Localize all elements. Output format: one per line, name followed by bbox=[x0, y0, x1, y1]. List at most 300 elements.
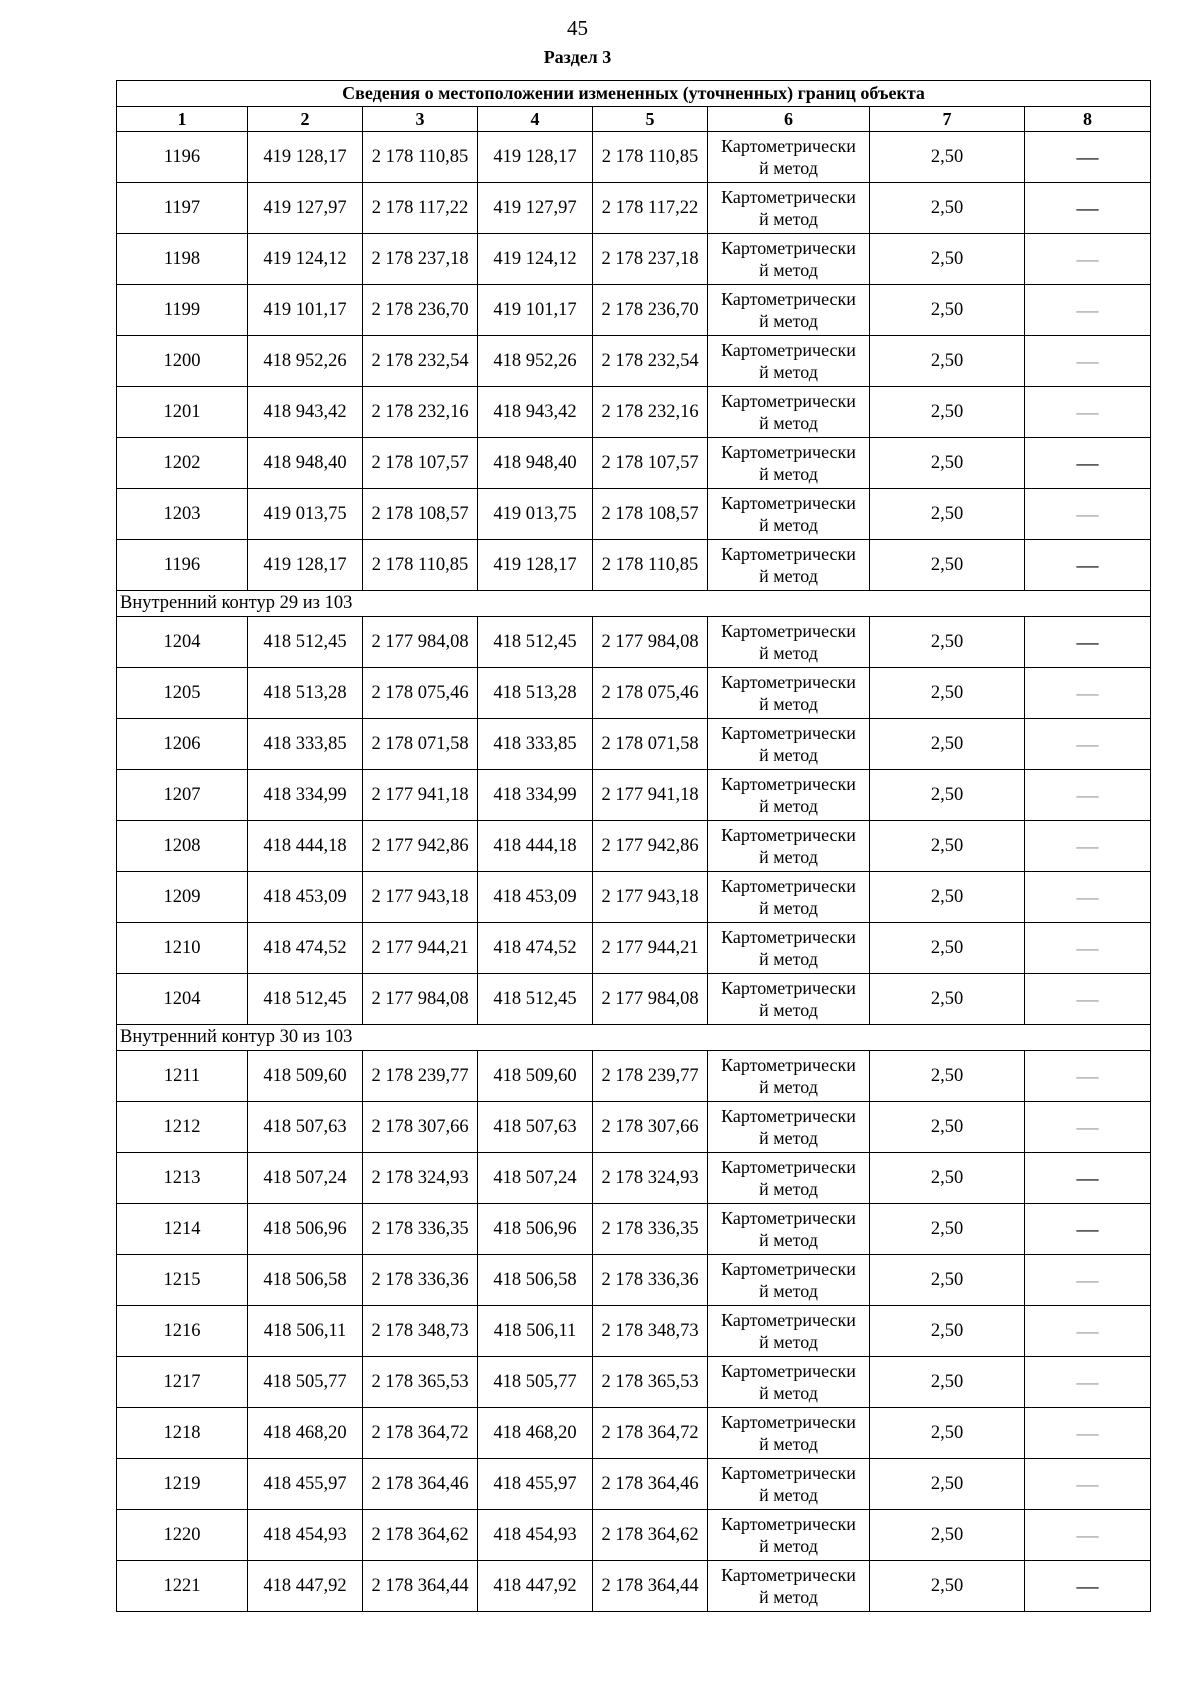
table-row bbox=[117, 132, 1151, 183]
x-new-cell: 419 128,17 bbox=[478, 540, 593, 591]
y-new-cell: 2 178 075,46 bbox=[593, 668, 708, 719]
accuracy-cell: 2,50 bbox=[870, 1102, 1025, 1153]
method-cell bbox=[708, 132, 870, 183]
table-row bbox=[117, 183, 1151, 234]
method-line-1: Картометрически bbox=[721, 672, 856, 692]
method-line-2: й метод bbox=[759, 1281, 818, 1301]
x-new-cell: 418 444,18 bbox=[478, 821, 593, 872]
x-new-cell: 418 455,97 bbox=[478, 1459, 593, 1510]
table-row bbox=[117, 387, 1151, 438]
x-old-cell: 419 101,17 bbox=[248, 285, 363, 336]
dash-cell: — bbox=[1025, 719, 1151, 770]
contour-header-row bbox=[117, 1025, 1151, 1051]
accuracy-cell: 2,50 bbox=[870, 1408, 1025, 1459]
accuracy-cell: 2,50 bbox=[870, 285, 1025, 336]
method-line-1: Картометрически bbox=[721, 544, 856, 564]
y-new-cell: 2 178 364,44 bbox=[593, 1561, 708, 1612]
x-new-cell: 419 013,75 bbox=[478, 489, 593, 540]
method-line-1: Картометрически bbox=[721, 927, 856, 947]
dash-cell: — bbox=[1025, 923, 1151, 974]
x-old-cell: 419 128,17 bbox=[248, 132, 363, 183]
method-line-2: й метод bbox=[759, 362, 818, 382]
y-new-cell: 2 177 944,21 bbox=[593, 923, 708, 974]
table-row bbox=[117, 1408, 1151, 1459]
accuracy-cell: 2,50 bbox=[870, 617, 1025, 668]
accuracy-cell: 2,50 bbox=[870, 1561, 1025, 1612]
point-number-cell: 1212 bbox=[117, 1102, 248, 1153]
y-old-cell: 2 178 307,66 bbox=[363, 1102, 478, 1153]
x-old-cell: 419 013,75 bbox=[248, 489, 363, 540]
x-old-cell: 418 943,42 bbox=[248, 387, 363, 438]
y-old-cell: 2 178 232,54 bbox=[363, 336, 478, 387]
x-old-cell: 418 506,96 bbox=[248, 1204, 363, 1255]
contour-label: Внутренний контур 29 из 103 bbox=[117, 591, 1151, 617]
y-new-cell: 2 178 108,57 bbox=[593, 489, 708, 540]
method-line-2: й метод bbox=[759, 745, 818, 765]
accuracy-cell: 2,50 bbox=[870, 1255, 1025, 1306]
column-number: 1 bbox=[117, 107, 248, 132]
method-line-2: й метод bbox=[759, 1536, 818, 1556]
y-new-cell: 2 178 232,54 bbox=[593, 336, 708, 387]
x-new-cell: 418 506,96 bbox=[478, 1204, 593, 1255]
dash-cell: — bbox=[1025, 821, 1151, 872]
x-new-cell: 418 948,40 bbox=[478, 438, 593, 489]
method-cell bbox=[708, 923, 870, 974]
point-number-cell: 1210 bbox=[117, 923, 248, 974]
dash-cell: — bbox=[1025, 1561, 1151, 1612]
x-new-cell: 418 507,24 bbox=[478, 1153, 593, 1204]
dash-cell: — bbox=[1025, 1459, 1151, 1510]
table-row bbox=[117, 336, 1151, 387]
point-number-cell: 1215 bbox=[117, 1255, 248, 1306]
method-line-1: Картометрически bbox=[721, 1208, 856, 1228]
x-new-cell: 418 506,11 bbox=[478, 1306, 593, 1357]
y-old-cell: 2 177 944,21 bbox=[363, 923, 478, 974]
x-new-cell: 418 447,92 bbox=[478, 1561, 593, 1612]
accuracy-cell: 2,50 bbox=[870, 387, 1025, 438]
point-number-cell: 1208 bbox=[117, 821, 248, 872]
point-number-cell: 1206 bbox=[117, 719, 248, 770]
x-old-cell: 418 509,60 bbox=[248, 1051, 363, 1102]
method-line-2: й метод bbox=[759, 796, 818, 816]
method-line-1: Картометрически bbox=[721, 1514, 856, 1534]
x-new-cell: 418 512,45 bbox=[478, 974, 593, 1025]
table-row bbox=[117, 1255, 1151, 1306]
x-new-cell: 418 512,45 bbox=[478, 617, 593, 668]
x-old-cell: 418 952,26 bbox=[248, 336, 363, 387]
y-new-cell: 2 178 239,77 bbox=[593, 1051, 708, 1102]
method-cell bbox=[708, 617, 870, 668]
accuracy-cell: 2,50 bbox=[870, 1306, 1025, 1357]
x-old-cell: 418 512,45 bbox=[248, 974, 363, 1025]
x-old-cell: 418 506,58 bbox=[248, 1255, 363, 1306]
y-old-cell: 2 178 364,72 bbox=[363, 1408, 478, 1459]
table-row bbox=[117, 719, 1151, 770]
column-number: 8 bbox=[1025, 107, 1151, 132]
method-line-1: Картометрически bbox=[721, 1361, 856, 1381]
method-line-2: й метод bbox=[759, 1587, 818, 1607]
x-old-cell: 418 507,24 bbox=[248, 1153, 363, 1204]
x-new-cell: 418 513,28 bbox=[478, 668, 593, 719]
page-number: 45 bbox=[567, 16, 588, 40]
x-old-cell: 418 474,52 bbox=[248, 923, 363, 974]
x-old-cell: 418 513,28 bbox=[248, 668, 363, 719]
method-line-1: Картометрически bbox=[721, 1412, 856, 1432]
method-line-2: й метод bbox=[759, 1434, 818, 1454]
table-row bbox=[117, 540, 1151, 591]
method-cell bbox=[708, 336, 870, 387]
table-row bbox=[117, 1306, 1151, 1357]
dash-cell: — bbox=[1025, 540, 1151, 591]
y-new-cell: 2 178 365,53 bbox=[593, 1357, 708, 1408]
x-old-cell: 419 127,97 bbox=[248, 183, 363, 234]
method-line-1: Картометрически bbox=[721, 1259, 856, 1279]
x-old-cell: 418 334,99 bbox=[248, 770, 363, 821]
method-cell bbox=[708, 1510, 870, 1561]
y-old-cell: 2 178 239,77 bbox=[363, 1051, 478, 1102]
point-number-cell: 1204 bbox=[117, 974, 248, 1025]
y-new-cell: 2 178 110,85 bbox=[593, 540, 708, 591]
table-row bbox=[117, 1357, 1151, 1408]
y-old-cell: 2 178 075,46 bbox=[363, 668, 478, 719]
x-new-cell: 419 124,12 bbox=[478, 234, 593, 285]
method-line-2: й метод bbox=[759, 209, 818, 229]
x-new-cell: 418 453,09 bbox=[478, 872, 593, 923]
x-new-cell: 418 454,93 bbox=[478, 1510, 593, 1561]
y-old-cell: 2 178 364,44 bbox=[363, 1561, 478, 1612]
method-cell bbox=[708, 1306, 870, 1357]
table-row bbox=[117, 617, 1151, 668]
method-cell bbox=[708, 285, 870, 336]
accuracy-cell: 2,50 bbox=[870, 1051, 1025, 1102]
method-line-2: й метод bbox=[759, 949, 818, 969]
x-new-cell: 419 128,17 bbox=[478, 132, 593, 183]
dash-cell: — bbox=[1025, 336, 1151, 387]
y-new-cell: 2 178 364,62 bbox=[593, 1510, 708, 1561]
method-line-2: й метод bbox=[759, 643, 818, 663]
dash-cell: — bbox=[1025, 974, 1151, 1025]
x-old-cell: 419 124,12 bbox=[248, 234, 363, 285]
method-line-2: й метод bbox=[759, 260, 818, 280]
table-row bbox=[117, 438, 1151, 489]
x-old-cell: 418 505,77 bbox=[248, 1357, 363, 1408]
method-cell bbox=[708, 489, 870, 540]
method-line-2: й метод bbox=[759, 1383, 818, 1403]
method-cell bbox=[708, 1408, 870, 1459]
y-new-cell: 2 178 110,85 bbox=[593, 132, 708, 183]
table-row bbox=[117, 668, 1151, 719]
point-number-cell: 1205 bbox=[117, 668, 248, 719]
y-old-cell: 2 178 110,85 bbox=[363, 540, 478, 591]
table-row bbox=[117, 1510, 1151, 1561]
method-line-2: й метод bbox=[759, 1179, 818, 1199]
dash-cell: — bbox=[1025, 1051, 1151, 1102]
y-old-cell: 2 178 107,57 bbox=[363, 438, 478, 489]
method-line-1: Картометрически bbox=[721, 1565, 856, 1585]
accuracy-cell: 2,50 bbox=[870, 923, 1025, 974]
method-cell bbox=[708, 719, 870, 770]
method-line-2: й метод bbox=[759, 1077, 818, 1097]
accuracy-cell: 2,50 bbox=[870, 770, 1025, 821]
y-old-cell: 2 177 984,08 bbox=[363, 617, 478, 668]
accuracy-cell: 2,50 bbox=[870, 1204, 1025, 1255]
method-line-1: Картометрически bbox=[721, 187, 856, 207]
method-cell bbox=[708, 1459, 870, 1510]
x-new-cell: 419 127,97 bbox=[478, 183, 593, 234]
x-old-cell: 418 333,85 bbox=[248, 719, 363, 770]
x-old-cell: 418 512,45 bbox=[248, 617, 363, 668]
method-line-2: й метод bbox=[759, 158, 818, 178]
method-line-1: Картометрически bbox=[721, 289, 856, 309]
accuracy-cell: 2,50 bbox=[870, 719, 1025, 770]
method-cell bbox=[708, 1561, 870, 1612]
x-new-cell: 418 952,26 bbox=[478, 336, 593, 387]
method-line-1: Картометрически bbox=[721, 340, 856, 360]
method-cell bbox=[708, 872, 870, 923]
method-line-2: й метод bbox=[759, 566, 818, 586]
contour-label: Внутренний контур 30 из 103 bbox=[117, 1025, 1151, 1051]
method-line-2: й метод bbox=[759, 1230, 818, 1250]
method-cell bbox=[708, 234, 870, 285]
x-old-cell: 418 444,18 bbox=[248, 821, 363, 872]
y-old-cell: 2 178 364,46 bbox=[363, 1459, 478, 1510]
method-cell bbox=[708, 974, 870, 1025]
method-line-1: Картометрически bbox=[721, 876, 856, 896]
table-title-row bbox=[117, 81, 1151, 107]
y-old-cell: 2 177 984,08 bbox=[363, 974, 478, 1025]
method-cell bbox=[708, 183, 870, 234]
point-number-cell: 1220 bbox=[117, 1510, 248, 1561]
table-row bbox=[117, 872, 1151, 923]
point-number-cell: 1211 bbox=[117, 1051, 248, 1102]
y-old-cell: 2 178 365,53 bbox=[363, 1357, 478, 1408]
y-new-cell: 2 178 071,58 bbox=[593, 719, 708, 770]
method-line-2: й метод bbox=[759, 413, 818, 433]
method-cell bbox=[708, 387, 870, 438]
table-row bbox=[117, 1153, 1151, 1204]
x-old-cell: 418 455,97 bbox=[248, 1459, 363, 1510]
dash-cell: — bbox=[1025, 438, 1151, 489]
y-new-cell: 2 178 232,16 bbox=[593, 387, 708, 438]
table-row bbox=[117, 821, 1151, 872]
method-cell bbox=[708, 438, 870, 489]
y-new-cell: 2 178 336,36 bbox=[593, 1255, 708, 1306]
column-number-row bbox=[117, 107, 1151, 132]
point-number-cell: 1199 bbox=[117, 285, 248, 336]
method-cell bbox=[708, 821, 870, 872]
method-cell bbox=[708, 1051, 870, 1102]
y-old-cell: 2 178 117,22 bbox=[363, 183, 478, 234]
point-number-cell: 1200 bbox=[117, 336, 248, 387]
method-line-2: й метод bbox=[759, 1332, 818, 1352]
method-line-1: Картометрически bbox=[721, 1055, 856, 1075]
method-line-2: й метод bbox=[759, 464, 818, 484]
point-number-cell: 1198 bbox=[117, 234, 248, 285]
method-line-1: Картометрически bbox=[721, 238, 856, 258]
x-old-cell: 419 128,17 bbox=[248, 540, 363, 591]
method-line-1: Картометрически bbox=[721, 723, 856, 743]
boundary-table bbox=[116, 80, 1151, 1612]
method-line-2: й метод bbox=[759, 1000, 818, 1020]
x-old-cell: 418 453,09 bbox=[248, 872, 363, 923]
method-line-1: Картометрически bbox=[721, 1310, 856, 1330]
y-new-cell: 2 178 237,18 bbox=[593, 234, 708, 285]
dash-cell: — bbox=[1025, 770, 1151, 821]
point-number-cell: 1203 bbox=[117, 489, 248, 540]
point-number-cell: 1217 bbox=[117, 1357, 248, 1408]
x-new-cell: 418 507,63 bbox=[478, 1102, 593, 1153]
y-old-cell: 2 177 942,86 bbox=[363, 821, 478, 872]
x-new-cell: 418 334,99 bbox=[478, 770, 593, 821]
x-old-cell: 418 454,93 bbox=[248, 1510, 363, 1561]
method-line-1: Картометрически bbox=[721, 442, 856, 462]
dash-cell: — bbox=[1025, 1306, 1151, 1357]
y-old-cell: 2 178 236,70 bbox=[363, 285, 478, 336]
dash-cell: — bbox=[1025, 285, 1151, 336]
accuracy-cell: 2,50 bbox=[870, 234, 1025, 285]
method-line-1: Картометрически bbox=[721, 136, 856, 156]
accuracy-cell: 2,50 bbox=[870, 1459, 1025, 1510]
dash-cell: — bbox=[1025, 489, 1151, 540]
table-body bbox=[117, 132, 1151, 1612]
point-number-cell: 1196 bbox=[117, 540, 248, 591]
y-old-cell: 2 178 324,93 bbox=[363, 1153, 478, 1204]
y-old-cell: 2 178 336,36 bbox=[363, 1255, 478, 1306]
point-number-cell: 1216 bbox=[117, 1306, 248, 1357]
method-line-1: Картометрически bbox=[721, 493, 856, 513]
y-new-cell: 2 178 117,22 bbox=[593, 183, 708, 234]
section-title: Раздел 3 bbox=[543, 47, 612, 67]
y-old-cell: 2 177 943,18 bbox=[363, 872, 478, 923]
accuracy-cell: 2,50 bbox=[870, 336, 1025, 387]
y-new-cell: 2 178 236,70 bbox=[593, 285, 708, 336]
y-new-cell: 2 178 107,57 bbox=[593, 438, 708, 489]
table-row bbox=[117, 489, 1151, 540]
table-row bbox=[117, 770, 1151, 821]
y-old-cell: 2 178 348,73 bbox=[363, 1306, 478, 1357]
dash-cell: — bbox=[1025, 132, 1151, 183]
y-new-cell: 2 178 348,73 bbox=[593, 1306, 708, 1357]
x-new-cell: 418 943,42 bbox=[478, 387, 593, 438]
point-number-cell: 1201 bbox=[117, 387, 248, 438]
point-number-cell: 1202 bbox=[117, 438, 248, 489]
x-old-cell: 418 447,92 bbox=[248, 1561, 363, 1612]
accuracy-cell: 2,50 bbox=[870, 132, 1025, 183]
dash-cell: — bbox=[1025, 1255, 1151, 1306]
x-new-cell: 418 509,60 bbox=[478, 1051, 593, 1102]
table-title: Сведения о местоположении измененных (уточненных) границ объекта bbox=[117, 81, 1151, 107]
y-new-cell: 2 178 336,35 bbox=[593, 1204, 708, 1255]
method-line-2: й метод bbox=[759, 847, 818, 867]
point-number-cell: 1197 bbox=[117, 183, 248, 234]
dash-cell: — bbox=[1025, 1357, 1151, 1408]
table-row bbox=[117, 1459, 1151, 1510]
y-new-cell: 2 178 364,72 bbox=[593, 1408, 708, 1459]
accuracy-cell: 2,50 bbox=[870, 183, 1025, 234]
dash-cell: — bbox=[1025, 183, 1151, 234]
y-old-cell: 2 178 110,85 bbox=[363, 132, 478, 183]
method-line-1: Картометрически bbox=[721, 978, 856, 998]
table-row bbox=[117, 923, 1151, 974]
table-row bbox=[117, 285, 1151, 336]
method-line-2: й метод bbox=[759, 1128, 818, 1148]
x-old-cell: 418 506,11 bbox=[248, 1306, 363, 1357]
dash-cell: — bbox=[1025, 234, 1151, 285]
dash-cell: — bbox=[1025, 1408, 1151, 1459]
method-line-1: Картометрически bbox=[721, 1106, 856, 1126]
y-old-cell: 2 178 364,62 bbox=[363, 1510, 478, 1561]
y-new-cell: 2 177 942,86 bbox=[593, 821, 708, 872]
method-cell bbox=[708, 1102, 870, 1153]
y-old-cell: 2 178 336,35 bbox=[363, 1204, 478, 1255]
method-line-1: Картометрически bbox=[721, 621, 856, 641]
x-new-cell: 419 101,17 bbox=[478, 285, 593, 336]
x-old-cell: 418 468,20 bbox=[248, 1408, 363, 1459]
contour-header-row bbox=[117, 591, 1151, 617]
accuracy-cell: 2,50 bbox=[870, 872, 1025, 923]
table-row bbox=[117, 234, 1151, 285]
y-new-cell: 2 178 324,93 bbox=[593, 1153, 708, 1204]
y-old-cell: 2 177 941,18 bbox=[363, 770, 478, 821]
y-new-cell: 2 177 941,18 bbox=[593, 770, 708, 821]
method-line-2: й метод bbox=[759, 515, 818, 535]
method-line-1: Картометрически bbox=[721, 825, 856, 845]
x-new-cell: 418 505,77 bbox=[478, 1357, 593, 1408]
dash-cell: — bbox=[1025, 1153, 1151, 1204]
method-line-1: Картометрически bbox=[721, 1157, 856, 1177]
method-line-2: й метод bbox=[759, 898, 818, 918]
column-number: 4 bbox=[478, 107, 593, 132]
point-number-cell: 1221 bbox=[117, 1561, 248, 1612]
table-row bbox=[117, 1561, 1151, 1612]
point-number-cell: 1218 bbox=[117, 1408, 248, 1459]
method-line-1: Картометрически bbox=[721, 391, 856, 411]
accuracy-cell: 2,50 bbox=[870, 974, 1025, 1025]
column-number: 5 bbox=[593, 107, 708, 132]
table-row bbox=[117, 1102, 1151, 1153]
y-new-cell: 2 177 984,08 bbox=[593, 974, 708, 1025]
y-old-cell: 2 178 232,16 bbox=[363, 387, 478, 438]
column-number: 2 bbox=[248, 107, 363, 132]
y-old-cell: 2 178 071,58 bbox=[363, 719, 478, 770]
method-line-2: й метод bbox=[759, 694, 818, 714]
accuracy-cell: 2,50 bbox=[870, 540, 1025, 591]
x-new-cell: 418 333,85 bbox=[478, 719, 593, 770]
x-new-cell: 418 506,58 bbox=[478, 1255, 593, 1306]
point-number-cell: 1214 bbox=[117, 1204, 248, 1255]
y-old-cell: 2 178 108,57 bbox=[363, 489, 478, 540]
x-old-cell: 418 948,40 bbox=[248, 438, 363, 489]
accuracy-cell: 2,50 bbox=[870, 668, 1025, 719]
column-number: 6 bbox=[708, 107, 870, 132]
method-line-2: й метод bbox=[759, 1485, 818, 1505]
point-number-cell: 1213 bbox=[117, 1153, 248, 1204]
method-cell bbox=[708, 1204, 870, 1255]
x-new-cell: 418 468,20 bbox=[478, 1408, 593, 1459]
dash-cell: — bbox=[1025, 668, 1151, 719]
method-cell bbox=[708, 1255, 870, 1306]
dash-cell: — bbox=[1025, 387, 1151, 438]
column-number: 7 bbox=[870, 107, 1025, 132]
accuracy-cell: 2,50 bbox=[870, 821, 1025, 872]
accuracy-cell: 2,50 bbox=[870, 1357, 1025, 1408]
y-new-cell: 2 177 943,18 bbox=[593, 872, 708, 923]
accuracy-cell: 2,50 bbox=[870, 489, 1025, 540]
method-cell bbox=[708, 540, 870, 591]
method-line-1: Картометрически bbox=[721, 774, 856, 794]
point-number-cell: 1204 bbox=[117, 617, 248, 668]
x-new-cell: 418 474,52 bbox=[478, 923, 593, 974]
